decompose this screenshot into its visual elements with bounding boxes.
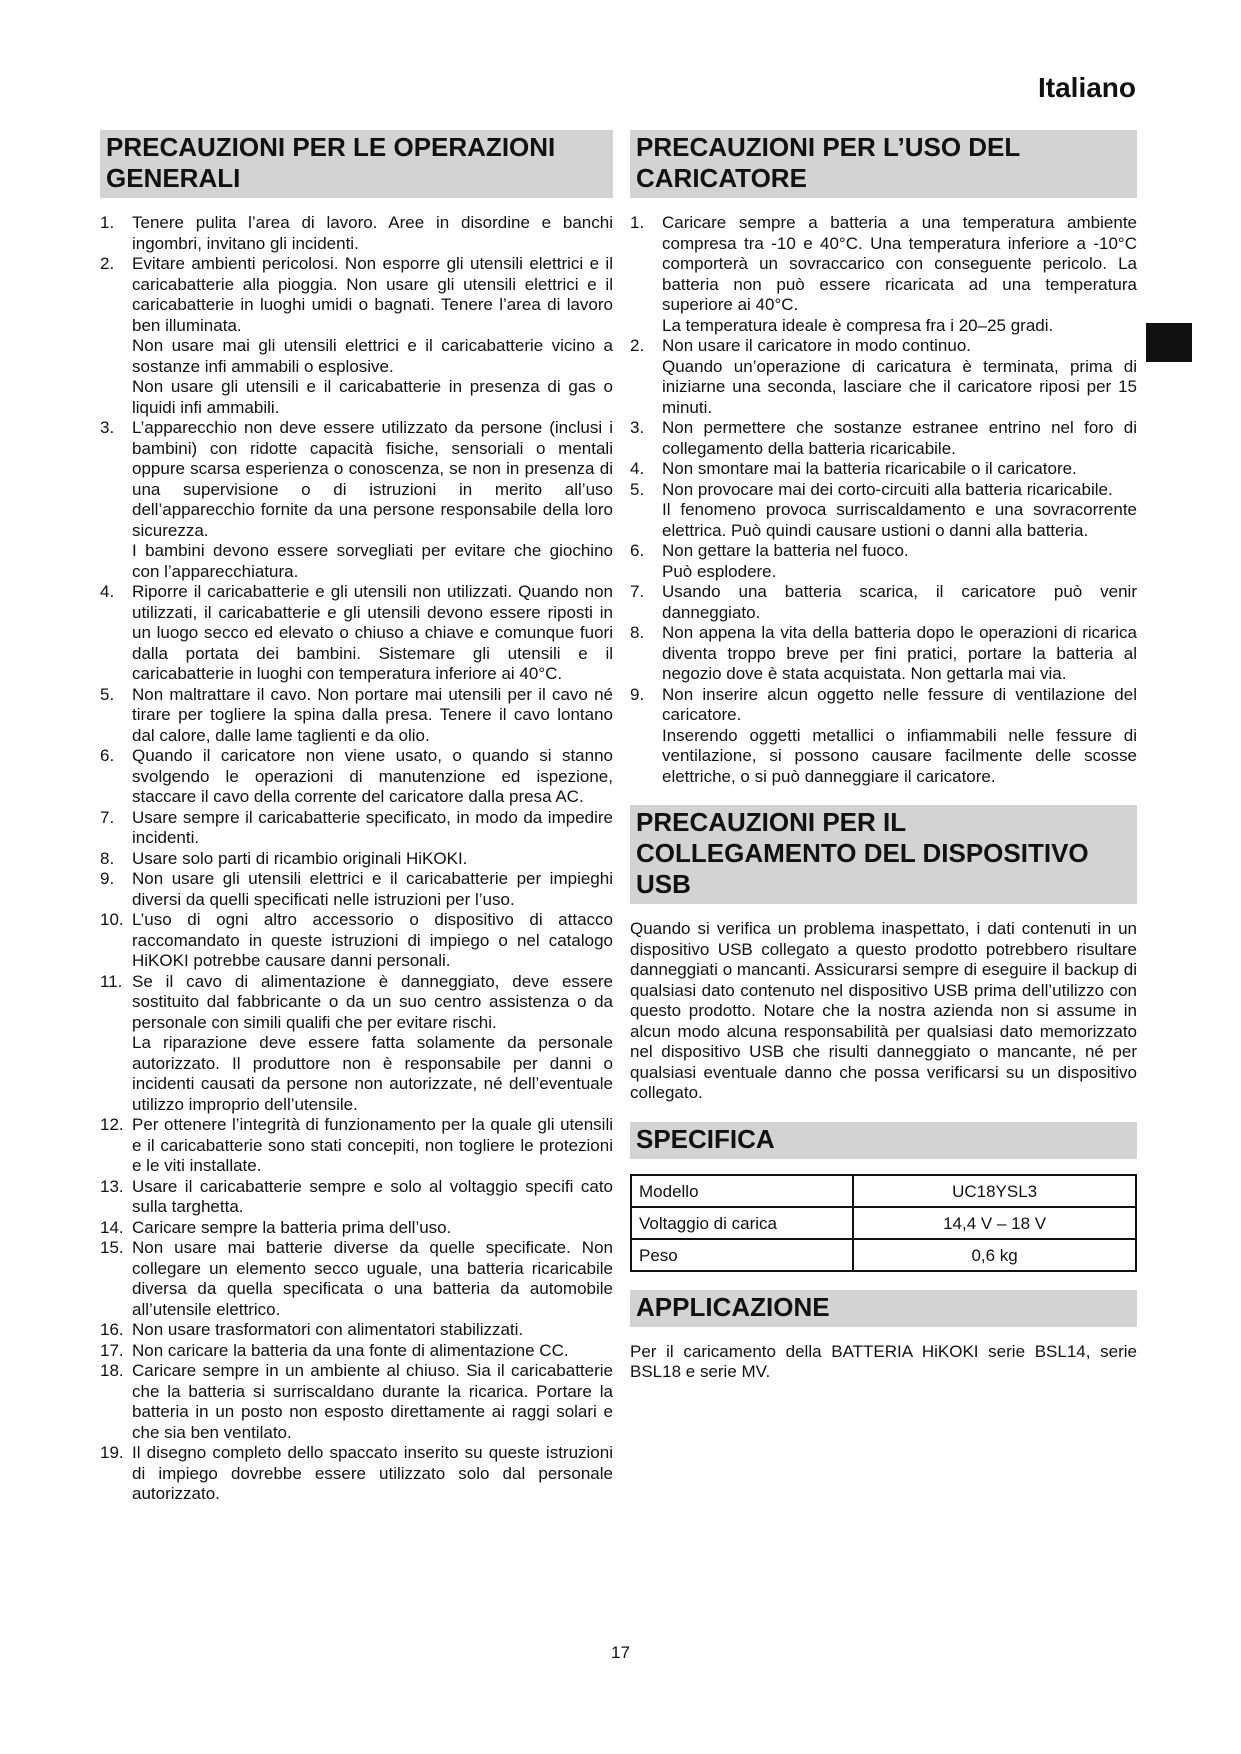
charger-precautions-list xyxy=(630,213,1137,787)
item-text: Se il cavo di alimentazione è danneggiato, deve essere sostituito dal fabbricante o da un suo centro assistenza o da personale con simili qualifi che per evitare rischi. xyxy=(132,971,613,1032)
item-text: Caricare sempre in un ambiente al chiuso. Sia il caricabatterie che la batteria si surriscaldano durante la ricarica. Portare la batteria in un posto non esposto direttamente ai raggi solari e che sia ben ventilato. xyxy=(132,1361,613,1442)
item-text: Il disegno completo dello spaccato inserito su queste istruzioni di impiego dovrebbe essere utilizzato solo dal personale autorizzato. xyxy=(132,1443,613,1503)
item-number: 16. xyxy=(100,1320,124,1339)
item-text: Non maltrattare il cavo. Non portare mai utensili per il cavo né tirare per togliere la spina dalla presa. Tenere il cavo lontano dal calore, dalle lame taglienti e da olio. xyxy=(132,684,613,745)
item-number: 6. xyxy=(630,541,645,560)
item-number: 14. xyxy=(100,1217,124,1237)
item-text: Tenere pulita l’area di lavoro. Aree in disordine e banchi ingombri, invitano gli incidenti. xyxy=(132,213,613,253)
item-number: 13. xyxy=(100,1176,124,1196)
item-number: 11. xyxy=(100,971,123,991)
item-text: Non appena la vita della batteria dopo le operazioni di ricarica diventa troppo breve per fini pratici, portare la batteria al negozio dove è stata acquistata. Non gettarla mai via. xyxy=(662,623,1137,683)
item-number: 1. xyxy=(100,213,115,232)
item-text: Non usare mai batterie diverse da quelle specificate. Non collegare un elemento secco uguale, una batteria ricaricabile diversa da quella specificata o una batteria da automobile all’utensile elettrico. xyxy=(132,1238,613,1319)
item-text: Non usare trasformatori con alimentatori stabilizzati. xyxy=(132,1320,524,1339)
left-column xyxy=(100,130,613,1505)
item-text: La temperatura ideale è compresa fra i 20–25 gradi. xyxy=(662,315,1054,335)
item-number: 1. xyxy=(630,213,645,232)
list-item xyxy=(630,213,1137,336)
item-text: Il fenomeno provoca surriscaldamento e una sovracorrente elettrica. Può quindi causare ustioni o danni alla batteria. xyxy=(662,500,1137,540)
list-item xyxy=(100,254,613,418)
item-text: L’apparecchio non deve essere utilizzato da persone (inclusi i bambini) con ridotte capacità fisiche, sensoriali o mentali oppure scarsa esperienza o conoscenza, se non in presenza di una supervisione o di istruzioni in merito all’uso dell’apparecchio fornite da una persone responsabile della loro sicurezza. xyxy=(132,418,613,540)
list-item xyxy=(630,582,1137,623)
item-number: 19. xyxy=(100,1443,124,1462)
list-item xyxy=(100,746,613,808)
item-number: 5. xyxy=(630,479,645,499)
item-number: 5. xyxy=(100,684,115,704)
list-item xyxy=(630,459,1137,480)
item-text: Usare il caricabatterie sempre e solo al voltaggio specifi cato sulla targhetta. xyxy=(132,1176,613,1216)
item-text: Usare solo parti di ricambio originali HiKOKI. xyxy=(132,848,468,868)
list-item xyxy=(100,1361,613,1443)
spec-value: 14,4 V – 18 V xyxy=(853,1207,1136,1239)
item-text: Non usare mai gli utensili elettrici e il caricabatterie vicino a sostanze infi ammabili o esplosive. xyxy=(132,336,613,376)
list-item xyxy=(100,1177,613,1218)
usb-precautions-heading: PRECAUZIONI PER IL COLLEGAMENTO DEL DISPOSITIVO USB xyxy=(630,805,1137,904)
item-number: 4. xyxy=(630,459,645,478)
item-number: 15. xyxy=(100,1238,124,1257)
item-number: 6. xyxy=(100,746,115,765)
item-text: Per ottenere l’integrità di funzionamento per la quale gli utensili e il caricabatterie sono stati concepiti, non togliere le protezioni e le viti installate. xyxy=(132,1115,613,1175)
item-text: Caricare sempre a batteria a una temperatura ambiente compresa tra -10 e 40°C. Una temperatura inferiore a -10°C comporterà un sovraccarico con conseguente pericolo. La batteria non può essere ricaricata ad una temperatura superiore ai 40°C. xyxy=(662,213,1137,314)
item-text: Quando un’operazione di caricatura è terminata, prima di iniziarne una seconda, lasciare che il caricatore riposi per 15 minuti. xyxy=(662,356,1137,417)
application-heading: APPLICAZIONE xyxy=(630,1290,1137,1327)
item-number: 7. xyxy=(630,582,645,601)
spec-row xyxy=(631,1207,1136,1239)
item-text: Evitare ambienti pericolosi. Non esporre gli utensili elettrici e il caricabatterie alla pioggia. Non usare gli utensili elettrici e il caricabatterie in luoghi umidi o bagnati. Tenere l’area di lavoro ben illuminata. xyxy=(132,254,613,335)
item-number: 4. xyxy=(100,582,115,601)
item-text: Usare sempre il caricabatterie specificato, in modo da impedire incidenti. xyxy=(132,807,613,847)
charger-precautions-heading: PRECAUZIONI PER L’USO DEL CARICATORE xyxy=(630,130,1137,198)
list-item xyxy=(100,808,613,849)
spec-label: Voltaggio di carica xyxy=(631,1207,853,1239)
item-text: Può esplodere. xyxy=(662,561,777,581)
item-number: 3. xyxy=(100,418,115,437)
list-item xyxy=(100,1115,613,1177)
item-text: La riparazione deve essere fatta solamente da personale autorizzato. Il produttore non è responsabile per danni o incidenti causati da persone non autorizzate, né dell’eventuale utilizzo improprio dell’utensile. xyxy=(132,1033,613,1114)
item-text: Non smontare mai la batteria ricaricabile o il caricatore. xyxy=(662,459,1077,478)
item-number: 9. xyxy=(100,869,115,888)
application-text: Per il caricamento della BATTERIA HiKOKI serie BSL14, serie BSL18 e serie MV. xyxy=(630,1341,1137,1381)
list-item xyxy=(100,1443,613,1505)
list-item xyxy=(100,685,613,747)
item-text: Non gettare la batteria nel fuoco. xyxy=(662,541,909,560)
spec-label: Modello xyxy=(631,1175,853,1207)
list-item xyxy=(100,1320,613,1341)
item-number: 7. xyxy=(100,807,115,827)
item-number: 3. xyxy=(630,418,645,437)
spec-table xyxy=(630,1174,1137,1272)
list-item xyxy=(100,1238,613,1320)
item-text: Riporre il caricabatterie e gli utensili non utilizzati. Quando non utilizzati, il caricabatterie e gli utensili devono essere riposti in un luogo secco ed elevato o chiuso a chiave e comunque fuori dalla portata dei bambini. Sistemare gli utensili e il caricabatterie in luoghi con temperatura inferiore ai 40°C. xyxy=(132,582,613,683)
page-number: 17 xyxy=(611,1643,630,1662)
spec-row xyxy=(631,1175,1136,1207)
item-number: 2. xyxy=(100,254,115,273)
spec-value: UC18YSL3 xyxy=(853,1175,1136,1207)
list-item xyxy=(100,972,613,1116)
list-item xyxy=(100,418,613,582)
list-item xyxy=(630,541,1137,582)
list-item xyxy=(100,1341,613,1362)
item-number: 10. xyxy=(100,910,124,929)
item-number: 17. xyxy=(100,1340,124,1360)
list-item xyxy=(100,849,613,870)
item-text: Non provocare mai dei corto-circuiti alla batteria ricaricabile. xyxy=(662,479,1113,499)
item-text: Inserendo oggetti metallici o infiammabili nelle fessure di ventilazione, si possono causare facilmente delle scosse elettriche, o si può danneggiare il caricatore. xyxy=(662,725,1137,786)
general-precautions-list xyxy=(100,213,613,1505)
item-text: Non usare gli utensili e il caricabatterie in presenza di gas o liquidi infi ammabili. xyxy=(132,377,613,417)
item-text: L’uso di ogni altro accessorio o dispositivo di attacco raccomandato in queste istruzioni di impiego o nel catalogo HiKOKI potrebbe causare danni personali. xyxy=(132,910,613,970)
item-text: Non inserire alcun oggetto nelle fessure di ventilazione del caricatore. xyxy=(662,684,1137,724)
right-column xyxy=(630,130,1137,1383)
item-number: 9. xyxy=(630,684,645,704)
item-text: Usando una batteria scarica, il caricatore può venir danneggiato. xyxy=(662,582,1137,622)
list-item xyxy=(100,213,613,254)
list-item xyxy=(100,582,613,685)
item-number: 12. xyxy=(100,1115,124,1134)
list-item xyxy=(630,418,1137,459)
item-text: Non permettere che sostanze estranee entrino nel foro di collegamento della batteria ricaricabile. xyxy=(662,418,1137,458)
item-number: 8. xyxy=(100,848,115,868)
item-text: Quando il caricatore non viene usato, o quando si stanno svolgendo le operazioni di manutenzione ed ispezione, staccare il cavo della corrente del caricatore dalla presa AC. xyxy=(132,746,613,806)
item-text: Non usare gli utensili elettrici e il caricabatterie per impieghi diversi da quelli specificati nelle istruzioni per l’uso. xyxy=(132,869,613,909)
list-item xyxy=(630,336,1137,418)
item-text: Non usare il caricatore in modo continuo. xyxy=(662,336,971,355)
language-tab-marker xyxy=(1146,323,1192,362)
spec-value: 0,6 kg xyxy=(853,1239,1136,1271)
item-text: Caricare sempre la batteria prima dell’uso. xyxy=(132,1217,452,1237)
spec-heading: SPECIFICA xyxy=(630,1122,1137,1159)
list-item xyxy=(100,1218,613,1239)
item-text: I bambini devono essere sorvegliati per evitare che giochino con l’apparecchiatura. xyxy=(132,541,613,581)
general-precautions-heading: PRECAUZIONI PER LE OPERAZIONI GENERALI xyxy=(100,130,613,198)
list-item xyxy=(630,685,1137,788)
item-text: Non caricare la batteria da una fonte di alimentazione CC. xyxy=(132,1340,569,1360)
spec-row xyxy=(631,1239,1136,1271)
list-item xyxy=(630,480,1137,542)
list-item xyxy=(100,910,613,972)
language-label: Italiano xyxy=(1037,72,1136,103)
item-number: 8. xyxy=(630,623,645,642)
item-number: 18. xyxy=(100,1361,124,1380)
list-item xyxy=(630,623,1137,685)
spec-label: Peso xyxy=(631,1239,853,1271)
item-number: 2. xyxy=(630,336,645,355)
usb-precautions-text: Quando si verifica un problema inaspettato, i dati contenuti in un dispositivo USB collegato a questo prodotto potrebbero risultare danneggiati o mancanti. Assicurarsi sempre di eseguire il backup di qualsiasi dato contenuto nel dispositivo USB prima dell’utilizzo con questo prodotto. Notare che la nostra azienda non si assume in alcun modo alcuna responsabilità per qualsiasi dato memorizzato nel dispositivo USB che risulti danneggiato o mancante, né per qualsiasi eventuale danno che possa verificarsi su un dispositivo collegato. xyxy=(630,919,1137,1102)
list-item xyxy=(100,869,613,910)
